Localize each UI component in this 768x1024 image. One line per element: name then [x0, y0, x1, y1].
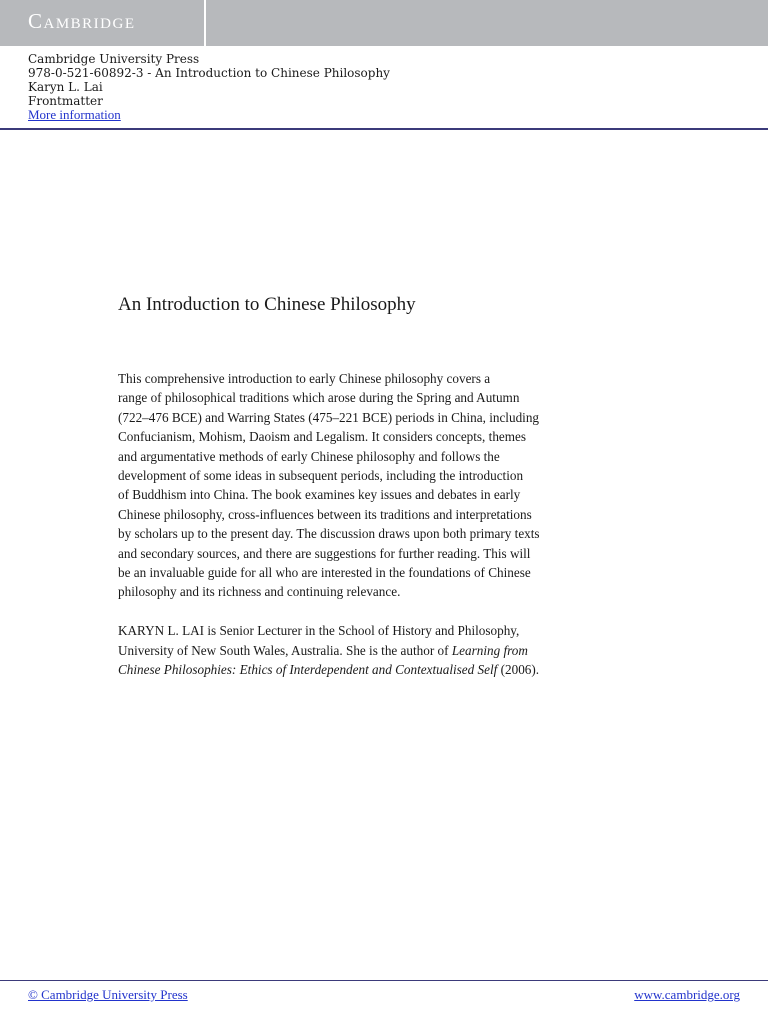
description-line: range of philosophical traditions which arose during the Spring and Autumn: [118, 390, 520, 406]
cambridge-logo: Cambridge: [28, 9, 136, 33]
author-bio: [118, 621, 658, 680]
footer-rule: [0, 980, 768, 981]
description-line: philosophy and its richness and continuing relevance.: [118, 584, 401, 600]
book-description: [118, 369, 658, 602]
bio-line: KARYN L. LAI is Senior Lecturer in the School of History and Philosophy,: [118, 623, 520, 638]
header-rule: [0, 128, 768, 130]
bio-line: [118, 660, 658, 680]
bio-book-title: Chinese Philosophies: Ethics of Interdependent and Contextualised Self: [118, 662, 498, 678]
copyright-link[interactable]: © Cambridge University Press: [28, 987, 188, 1002]
bio-text: University of New South Wales, Australia. She is the author of: [118, 642, 452, 658]
isbn-title: 978-0-521-60892-3 - An Introduction to Chinese Philosophy: [28, 66, 390, 80]
description-line: (722–476 BCE) and Warring States (475–221 BCE) periods in China, including: [118, 409, 540, 425]
header-bar: [0, 0, 768, 46]
author-name: Karyn L. Lai: [28, 80, 103, 94]
description-line: by scholars up to the present day. The discussion draws upon both primary texts: [118, 526, 540, 542]
book-metadata: [28, 52, 390, 122]
description-line: This comprehensive introduction to early Chinese philosophy covers a: [118, 371, 491, 386]
description-line: Chinese philosophy, cross-influences between its traditions and interpretations: [118, 506, 532, 522]
description-line: of Buddhism into China. The book examines key issues and debates in early: [118, 487, 521, 503]
description-line: Confucianism, Mohism, Daoism and Legalism. It considers concepts, themes: [118, 429, 527, 445]
section-name: Frontmatter: [28, 94, 103, 108]
publisher-name: Cambridge University Press: [28, 52, 200, 66]
description-line: be an invaluable guide for all who are interested in the foundations of Chinese: [118, 565, 531, 581]
more-information-link[interactable]: More information: [28, 107, 121, 122]
description-line: and argumentative methods of early Chinese philosophy and follows the: [118, 448, 500, 464]
description-line: development of some ideas in subsequent periods, including the introduction: [118, 468, 524, 484]
bio-line: [118, 641, 658, 661]
book-title: An Introduction to Chinese Philosophy: [118, 294, 416, 315]
bio-text: (2006).: [497, 662, 540, 678]
header-divider: [204, 0, 206, 46]
description-line: and secondary sources, and there are suggestions for further reading. This will: [118, 545, 531, 561]
bio-book-title: Learning from: [451, 642, 528, 658]
website-link[interactable]: www.cambridge.org: [634, 987, 740, 1002]
